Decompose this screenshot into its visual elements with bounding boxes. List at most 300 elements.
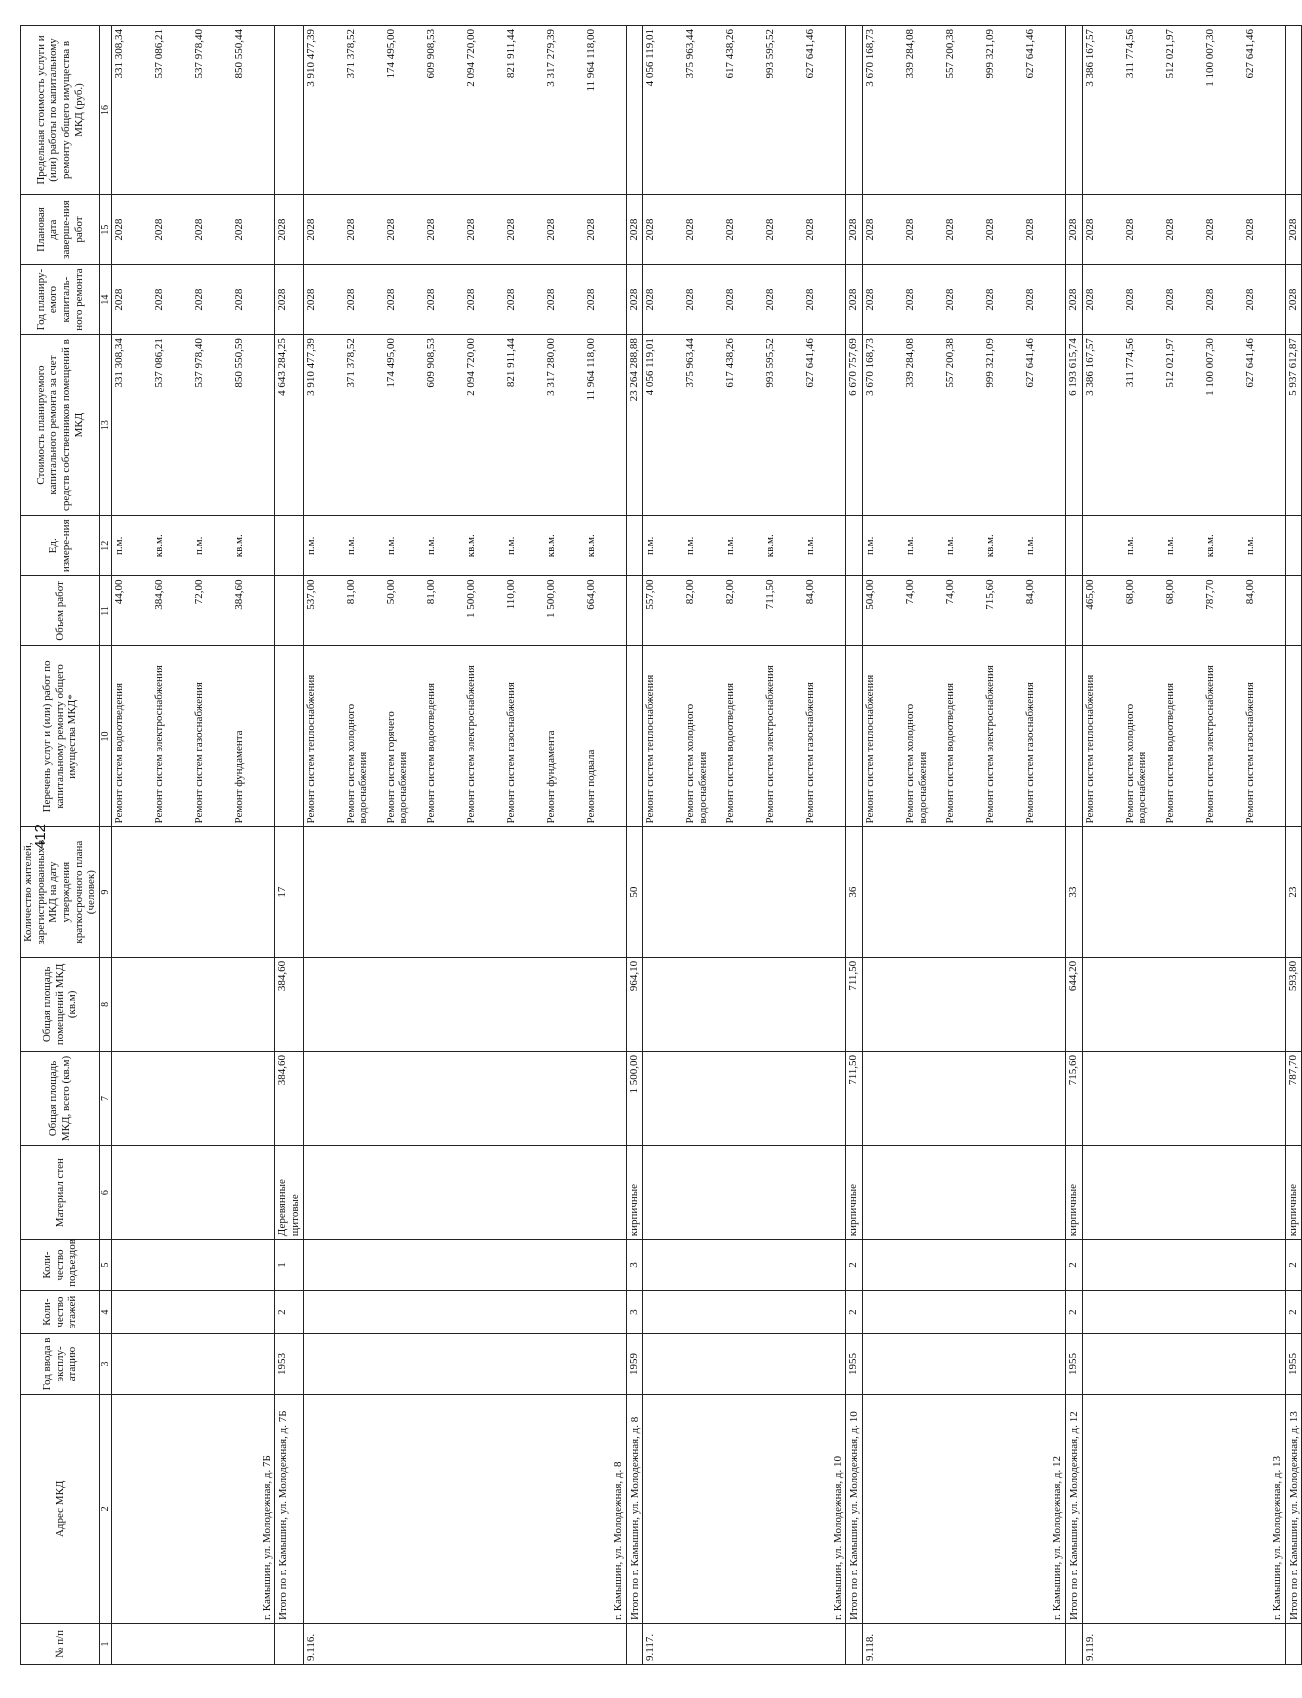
- total-year: 1955: [846, 1334, 863, 1394]
- total-entrances: 2: [1065, 1240, 1082, 1291]
- total-row: [626, 26, 643, 1665]
- work-unit: п.м.: [1123, 536, 1136, 555]
- work-end: 2028: [193, 218, 206, 241]
- work-end-cell: [1082, 195, 1285, 265]
- empty-cell: [303, 1334, 626, 1394]
- work-limit: 339 284,08: [903, 29, 916, 79]
- total-area-rooms: 593,80: [1285, 957, 1302, 1051]
- empty-cell: [846, 26, 863, 195]
- column-header: Адрес МКД: [21, 1394, 100, 1623]
- work-name: Ремонт систем газоснабжения: [193, 682, 206, 824]
- work-name: Ремонт систем холодного водоснабжения: [1123, 703, 1149, 824]
- work-limit: 174 495,00: [384, 29, 397, 79]
- total-label: Итого по г. Камышин, ул. Молодежная, д. 8: [626, 1394, 643, 1623]
- work-cost: 311 774,56: [1123, 338, 1136, 388]
- work-end: 2028: [464, 218, 477, 241]
- work-limit: 375 963,44: [684, 29, 697, 79]
- work-cost: 537 086,21: [153, 338, 166, 388]
- empty-cell: [626, 1623, 643, 1664]
- total-material: кирпичные: [1285, 1146, 1302, 1240]
- column-number: 15: [99, 195, 112, 265]
- work-end: 2028: [233, 218, 246, 241]
- work-unit: п.м.: [903, 536, 916, 555]
- work-cost: 375 963,44: [684, 338, 697, 388]
- empty-cell: [1082, 1290, 1285, 1333]
- total-cost: 4 643 284,25: [275, 335, 303, 516]
- work-end: 2028: [684, 218, 697, 241]
- work-year: 2028: [584, 288, 597, 311]
- work-name: Ремонт систем водоотведения: [424, 682, 437, 824]
- total-end: 2028: [846, 195, 863, 265]
- work-name: Ремонт систем электроснабжения: [153, 665, 166, 824]
- work-end-cell: [862, 195, 1065, 265]
- work-end: 2028: [804, 218, 817, 241]
- work-year: 2028: [903, 288, 916, 311]
- total-floors: 2: [1065, 1290, 1082, 1333]
- total-label: Итого по г. Камышин, ул. Молодежная, д. 12: [1065, 1394, 1082, 1623]
- work-year: 2028: [943, 288, 956, 311]
- column-header: Коли-чество этажей: [21, 1290, 100, 1333]
- work-volume: 68,00: [1123, 579, 1136, 605]
- work-volume: 82,00: [724, 579, 737, 605]
- empty-cell: [846, 646, 863, 827]
- empty-cell: [862, 827, 1065, 957]
- work-cost: 174 495,00: [384, 338, 397, 388]
- work-limit: 512 021,97: [1163, 29, 1176, 79]
- work-end: 2028: [983, 218, 996, 241]
- empty-cell: [275, 646, 303, 827]
- work-year-cell: [303, 265, 626, 335]
- work-unit: п.м.: [424, 536, 437, 555]
- work-end: 2028: [113, 218, 126, 241]
- work-cost: 617 438,26: [724, 338, 737, 388]
- work-volume: 81,00: [424, 579, 437, 605]
- work-name: Ремонт систем теплоснабжения: [1083, 674, 1096, 824]
- work-year: 2028: [644, 288, 657, 311]
- work-cost: 512 021,97: [1163, 338, 1176, 388]
- table-row: [862, 26, 1065, 1665]
- empty-cell: [112, 1334, 275, 1394]
- total-year-plan: 2028: [275, 265, 303, 335]
- capital-repair-table: [20, 25, 1302, 1665]
- column-header: Плановая дата заверше-ния работ: [21, 195, 100, 265]
- total-year: 1959: [626, 1334, 643, 1394]
- column-number: 9: [99, 827, 112, 957]
- work-volume: 84,00: [1023, 579, 1036, 605]
- column-number: 7: [99, 1051, 112, 1145]
- work-cost: 339 284,08: [903, 338, 916, 388]
- work-cost: 4 056 119,01: [644, 338, 657, 396]
- empty-cell: [862, 1334, 1065, 1394]
- work-end: 2028: [764, 218, 777, 241]
- work-volume: 537,00: [304, 579, 317, 610]
- empty-cell: [303, 957, 626, 1051]
- work-limit: 1 100 007,30: [1203, 29, 1216, 87]
- work-volume: 384,60: [233, 579, 246, 610]
- work-volume: 465,00: [1083, 579, 1096, 610]
- empty-cell: [626, 646, 643, 827]
- address-cell: [303, 1394, 626, 1623]
- work-unit: п.м.: [113, 536, 126, 555]
- empty-cell: [1065, 576, 1082, 646]
- column-number: 6: [99, 1146, 112, 1240]
- work-year-cell: [643, 265, 846, 335]
- work-year-cell: [1082, 265, 1285, 335]
- work-year-cell: [862, 265, 1065, 335]
- work-limit: 3 910 477,39: [304, 29, 317, 87]
- empty-cell: [275, 1623, 303, 1664]
- work-limit: 3 317 279,39: [544, 29, 557, 87]
- column-number: 10: [99, 646, 112, 827]
- total-area-rooms: 964,10: [626, 957, 643, 1051]
- work-limit: 557 200,38: [943, 29, 956, 79]
- work-year: 2028: [724, 288, 737, 311]
- work-volume: 68,00: [1163, 579, 1176, 605]
- total-end: 2028: [275, 195, 303, 265]
- address-cell: [643, 1394, 846, 1623]
- work-year: 2028: [504, 288, 517, 311]
- work-year: 2028: [344, 288, 357, 311]
- work-volume: 711,50: [764, 579, 777, 610]
- empty-cell: [1285, 26, 1302, 195]
- work-year: 2028: [1163, 288, 1176, 311]
- work-volume: 664,00: [584, 579, 597, 610]
- work-volume: 81,00: [344, 579, 357, 605]
- total-residents: 50: [626, 827, 643, 957]
- work-volume: 84,00: [1243, 579, 1256, 605]
- column-number: 12: [99, 516, 112, 576]
- total-end: 2028: [1285, 195, 1302, 265]
- column-header: Общая площадь помещений МКД (кв.м): [21, 957, 100, 1051]
- work-limit: 537 978,40: [193, 29, 206, 79]
- empty-cell: [1065, 646, 1082, 827]
- work-unit: кв.м.: [464, 534, 477, 558]
- work-year: 2028: [1023, 288, 1036, 311]
- address-cell: [862, 1394, 1065, 1623]
- empty-cell: [1065, 26, 1082, 195]
- empty-cell: [275, 26, 303, 195]
- table-body: [112, 26, 1302, 1665]
- column-header: Предельная стоимость услуги и (или) работы по капитальному ремонту общего имущества в МКД (руб.): [21, 26, 100, 195]
- work-year: 2028: [424, 288, 437, 311]
- address: г. Камышин, ул. Молодежная, д. 7Б: [260, 1455, 273, 1620]
- work-end-cell: [112, 195, 275, 265]
- work-year-cell: [112, 265, 275, 335]
- work-year: 2028: [304, 288, 317, 311]
- empty-cell: [1065, 1623, 1082, 1664]
- table-row: [303, 26, 626, 1665]
- column-header: Перечень услуг и (или) работ по капитальному ремонту общего имущества МКД*: [21, 646, 100, 827]
- work-volume: 715,60: [983, 579, 996, 610]
- work-year: 2028: [804, 288, 817, 311]
- work-limit: 371 378,52: [344, 29, 357, 79]
- work-end: 2028: [1023, 218, 1036, 241]
- total-end: 2028: [626, 195, 643, 265]
- address-cell: [112, 1394, 275, 1623]
- column-number: 13: [99, 335, 112, 516]
- work-end: 2028: [584, 218, 597, 241]
- work-limit: 3 670 168,73: [863, 29, 876, 87]
- total-residents: 33: [1065, 827, 1082, 957]
- column-header: Коли-чество подъездов: [21, 1240, 100, 1291]
- total-row: [846, 26, 863, 1665]
- work-end: 2028: [384, 218, 397, 241]
- work-end: 2028: [424, 218, 437, 241]
- total-area-rooms: 384,60: [275, 957, 303, 1051]
- work-unit-cell: [303, 516, 626, 576]
- work-limit-cell: [862, 26, 1065, 195]
- empty-cell: [862, 957, 1065, 1051]
- total-area: 384,60: [275, 1051, 303, 1145]
- work-cost-cell: [112, 335, 275, 516]
- total-year-plan: 2028: [1285, 265, 1302, 335]
- work-limit: 331 308,34: [113, 29, 126, 79]
- empty-cell: [303, 1146, 626, 1240]
- work-cost: 3 317 280,00: [544, 338, 557, 396]
- work-limit: 537 086,21: [153, 29, 166, 79]
- work-name: Ремонт систем водоотведения: [724, 682, 737, 824]
- work-year: 2028: [464, 288, 477, 311]
- work-end: 2028: [544, 218, 557, 241]
- column-header: Общая площадь МКД, всего (кв.м): [21, 1051, 100, 1145]
- work-end: 2028: [943, 218, 956, 241]
- table-header: [21, 26, 112, 1665]
- total-end: 2028: [1065, 195, 1082, 265]
- empty-cell: [112, 1051, 275, 1145]
- column-header: Объем работ: [21, 576, 100, 646]
- total-cost: 23 264 288,88: [626, 335, 643, 516]
- work-cost: 537 978,40: [193, 338, 206, 388]
- table-row: [643, 26, 846, 1665]
- work-cost: 609 908,53: [424, 338, 437, 388]
- empty-cell: [846, 576, 863, 646]
- work-limit-cell: [112, 26, 275, 195]
- work-cost: 11 964 118,00: [584, 338, 597, 401]
- total-floors: 3: [626, 1290, 643, 1333]
- work-unit: п.м.: [304, 536, 317, 555]
- work-name: Ремонт систем водоотведения: [113, 682, 126, 824]
- work-cost: 850 550,59: [233, 338, 246, 388]
- empty-cell: [112, 1146, 275, 1240]
- empty-cell: [643, 1240, 846, 1291]
- work-volume: 82,00: [684, 579, 697, 605]
- work-cost: 2 094 720,00: [464, 338, 477, 396]
- work-name: Ремонт фундамента: [544, 730, 557, 824]
- row-number: 9.117.: [643, 1623, 846, 1664]
- work-unit: п.м.: [1023, 536, 1036, 555]
- work-unit-cell: [643, 516, 846, 576]
- work-cost-cell: [862, 335, 1065, 516]
- work-end: 2028: [644, 218, 657, 241]
- work-limit: 311 774,56: [1123, 29, 1136, 79]
- empty-cell: [1082, 1334, 1285, 1394]
- work-limit: 617 438,26: [724, 29, 737, 79]
- empty-cell: [626, 576, 643, 646]
- work-name: Ремонт систем электроснабжения: [983, 665, 996, 824]
- work-end: 2028: [1243, 218, 1256, 241]
- work-name: Ремонт систем холодного водоснабжения: [344, 703, 370, 824]
- page-number: 412: [32, 823, 50, 850]
- table-row: [1082, 26, 1285, 1665]
- total-cost: 6 670 757,69: [846, 335, 863, 516]
- work-end: 2028: [1123, 218, 1136, 241]
- work-unit-cell: [1082, 516, 1285, 576]
- table-row: [112, 26, 275, 1665]
- address-cell: [1082, 1394, 1285, 1623]
- work-end: 2028: [863, 218, 876, 241]
- column-header: Год ввода в эксплу-атацию: [21, 1334, 100, 1394]
- work-unit: п.м.: [644, 536, 657, 555]
- work-cost: 627 641,46: [804, 338, 817, 388]
- total-residents: 17: [275, 827, 303, 957]
- empty-cell: [112, 957, 275, 1051]
- work-end: 2028: [344, 218, 357, 241]
- empty-cell: [643, 1146, 846, 1240]
- column-number: 2: [99, 1394, 112, 1623]
- total-label: Итого по г. Камышин, ул. Молодежная, д. 13: [1285, 1394, 1302, 1623]
- total-year: 1955: [1285, 1334, 1302, 1394]
- empty-cell: [1082, 1146, 1285, 1240]
- work-cost-cell: [643, 335, 846, 516]
- column-number: 11: [99, 576, 112, 646]
- empty-cell: [1065, 516, 1082, 576]
- empty-cell: [643, 957, 846, 1051]
- work-name: Ремонт систем холодного водоснабжения: [684, 703, 709, 824]
- work-cost: 557 200,38: [943, 338, 956, 388]
- work-year: 2028: [863, 288, 876, 311]
- work-name: Ремонт систем газоснабжения: [504, 682, 517, 824]
- empty-cell: [626, 516, 643, 576]
- work-volume: 110,00: [504, 579, 517, 610]
- total-row: [275, 26, 303, 1665]
- total-cost: 5 937 612,87: [1285, 335, 1302, 516]
- work-end: 2028: [504, 218, 517, 241]
- work-name-cell: [643, 646, 846, 827]
- work-year: 2028: [1203, 288, 1216, 311]
- total-area: 715,60: [1065, 1051, 1082, 1145]
- work-end: 2028: [724, 218, 737, 241]
- work-unit: п.м.: [344, 536, 357, 555]
- total-material: кирпичные: [846, 1146, 863, 1240]
- work-limit: 2 094 720,00: [464, 29, 477, 87]
- empty-cell: [275, 576, 303, 646]
- work-cost: 371 378,52: [344, 338, 357, 388]
- work-name: Ремонт систем водоотведения: [943, 682, 956, 824]
- work-cost: 627 641,46: [1023, 338, 1036, 388]
- empty-cell: [846, 1623, 863, 1664]
- work-limit: 627 641,46: [1243, 29, 1256, 79]
- total-label: Итого по г. Камышин, ул. Молодежная, д. 10: [846, 1394, 863, 1623]
- work-name: Ремонт систем газоснабжения: [1243, 682, 1256, 824]
- total-floors: 2: [1285, 1290, 1302, 1333]
- empty-cell: [112, 827, 275, 957]
- column-number: 8: [99, 957, 112, 1051]
- column-header: Стоимость планируемого капитального ремонта за счет средств собственников помещений в МКД: [21, 335, 100, 516]
- work-unit: п.м.: [804, 536, 817, 555]
- work-year: 2028: [1243, 288, 1256, 311]
- total-material: Деревянные щитовые: [275, 1146, 303, 1240]
- empty-cell: [1082, 1051, 1285, 1145]
- empty-cell: [1285, 1623, 1302, 1664]
- column-header: Материал стен: [21, 1146, 100, 1240]
- work-cost: 3 670 168,73: [863, 338, 876, 396]
- empty-cell: [303, 1051, 626, 1145]
- work-unit: п.м.: [193, 536, 206, 555]
- work-unit: кв.м.: [233, 534, 246, 558]
- empty-cell: [1082, 1240, 1285, 1291]
- work-unit: п.м.: [863, 536, 876, 555]
- work-limit: 4 056 119,01: [644, 29, 657, 87]
- empty-cell: [862, 1051, 1065, 1145]
- work-name: Ремонт систем газоснабжения: [804, 682, 817, 824]
- work-name: Ремонт систем горячего водоснабжения: [384, 711, 410, 824]
- work-unit: п.м.: [504, 536, 517, 555]
- total-area-rooms: 644,20: [1065, 957, 1082, 1051]
- work-limit: 999 321,09: [983, 29, 996, 79]
- work-name-cell: [1082, 646, 1285, 827]
- address: г. Камышин, ул. Молодежная, д. 10: [831, 1455, 844, 1620]
- work-limit: 11 964 118,00: [584, 29, 597, 92]
- work-volume-cell: [112, 576, 275, 646]
- empty-cell: [643, 1290, 846, 1333]
- work-name: Ремонт систем электроснабжения: [764, 665, 777, 824]
- total-area: 711,50: [846, 1051, 863, 1145]
- total-entrances: 1: [275, 1240, 303, 1291]
- work-unit: кв.м.: [544, 534, 557, 558]
- work-cost-cell: [303, 335, 626, 516]
- work-volume: 557,00: [644, 579, 657, 610]
- work-name: Ремонт систем газоснабжения: [1023, 682, 1036, 824]
- work-unit-cell: [862, 516, 1065, 576]
- work-volume: 787,70: [1203, 579, 1216, 610]
- work-limit: 627 641,46: [804, 29, 817, 79]
- work-unit: п.м.: [384, 536, 397, 555]
- work-limit-cell: [1082, 26, 1285, 195]
- work-end-cell: [643, 195, 846, 265]
- empty-cell: [626, 26, 643, 195]
- empty-cell: [846, 516, 863, 576]
- work-end: 2028: [1083, 218, 1096, 241]
- column-number: 14: [99, 265, 112, 335]
- empty-cell: [862, 1146, 1065, 1240]
- work-unit: кв.м.: [983, 534, 996, 558]
- row-number: 9.116.: [303, 1623, 626, 1664]
- work-limit: 627 641,46: [1023, 29, 1036, 79]
- empty-cell: [1285, 646, 1302, 827]
- total-cost: 6 193 615,74: [1065, 335, 1082, 516]
- work-volume: 72,00: [193, 579, 206, 605]
- work-volume: 384,60: [153, 579, 166, 610]
- empty-cell: [1285, 576, 1302, 646]
- work-unit: кв.м.: [584, 534, 597, 558]
- total-material: кирпичные: [626, 1146, 643, 1240]
- work-year: 2028: [684, 288, 697, 311]
- work-year: 2028: [233, 288, 246, 311]
- work-unit: п.м.: [724, 536, 737, 555]
- work-volume: 1 500,00: [544, 579, 557, 618]
- empty-cell: [862, 1240, 1065, 1291]
- work-year: 2028: [1123, 288, 1136, 311]
- work-volume: 74,00: [903, 579, 916, 605]
- work-limit: 609 908,53: [424, 29, 437, 79]
- total-area-rooms: 711,50: [846, 957, 863, 1051]
- column-header: № п/п: [21, 1623, 100, 1664]
- work-limit: 3 386 167,57: [1083, 29, 1096, 87]
- work-cost: 627 641,46: [1243, 338, 1256, 388]
- total-year: 1955: [1065, 1334, 1082, 1394]
- work-cost: 3 386 167,57: [1083, 338, 1096, 396]
- work-year: 2028: [193, 288, 206, 311]
